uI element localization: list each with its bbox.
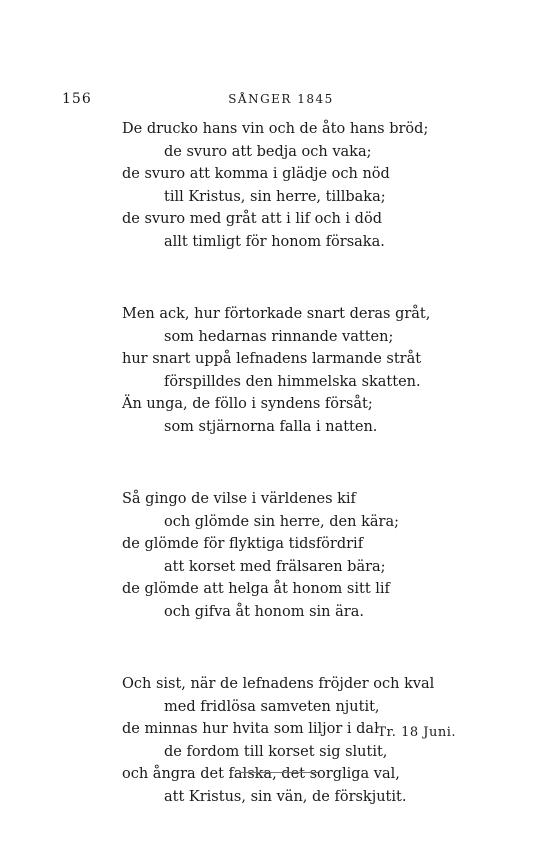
running-head: SÅNGER 1845 bbox=[228, 92, 334, 106]
stanza-1 bbox=[122, 118, 502, 253]
verse-line: Och sist, när de lefnadens fröjder och kval bbox=[122, 676, 435, 692]
verse-line: de svuro att komma i glädje och nöd bbox=[122, 166, 390, 182]
page-number: 156 bbox=[62, 91, 92, 107]
verse-line: de svuro att bedja och vaka; bbox=[164, 143, 372, 160]
verse-line: till Kristus, sin herre, tillbaka; bbox=[164, 188, 386, 205]
verse-line: att korset med frälsaren bära; bbox=[164, 558, 386, 575]
verse-line: med fridlösa samveten njutit, bbox=[164, 698, 380, 715]
verse-line: de glömde att helga åt honom sitt lif bbox=[122, 581, 390, 597]
verse-line: de svuro med gråt att i lif och i död bbox=[122, 211, 382, 227]
verse-line: som stjärnorna falla i natten. bbox=[164, 418, 378, 435]
verse-line: och glömde sin herre, den kära; bbox=[164, 513, 399, 530]
verse-line: och gifva åt honom sin ära. bbox=[164, 603, 364, 620]
verse-line: de fordom till korset sig slutit, bbox=[164, 743, 388, 760]
stanza-3 bbox=[122, 488, 502, 623]
dateline: Tr. 18 Juni. bbox=[377, 725, 456, 740]
verse-line: allt timligt för honom försaka. bbox=[164, 233, 385, 250]
verse-line: hur snart uppå lefnadens larmande stråt bbox=[122, 351, 422, 367]
verse-line: Än unga, de föllo i syndens försåt; bbox=[122, 396, 373, 412]
verse-line: att Kristus, sin vän, de förskjutit. bbox=[164, 788, 407, 805]
poem bbox=[122, 118, 502, 858]
verse-line: De drucko hans vin och de åto hans bröd; bbox=[122, 121, 429, 137]
end-rule bbox=[240, 772, 318, 773]
stanza-2 bbox=[122, 303, 502, 438]
verse-line: som hedarnas rinnande vatten; bbox=[164, 328, 394, 345]
verse-line: Men ack, hur förtorkade snart deras gråt, bbox=[122, 306, 431, 322]
stanza-4 bbox=[122, 673, 502, 808]
verse-line: de minnas hur hvita som liljor i dal bbox=[122, 721, 379, 737]
verse-line: de glömde för flyktiga tidsfördrif bbox=[122, 536, 364, 552]
verse-line: och ångra det falska, det sorgliga val, bbox=[122, 766, 400, 782]
verse-line: förspilldes den himmelska skatten. bbox=[164, 373, 421, 390]
verse-line: Så gingo de vilse i världenes kif bbox=[122, 491, 356, 507]
